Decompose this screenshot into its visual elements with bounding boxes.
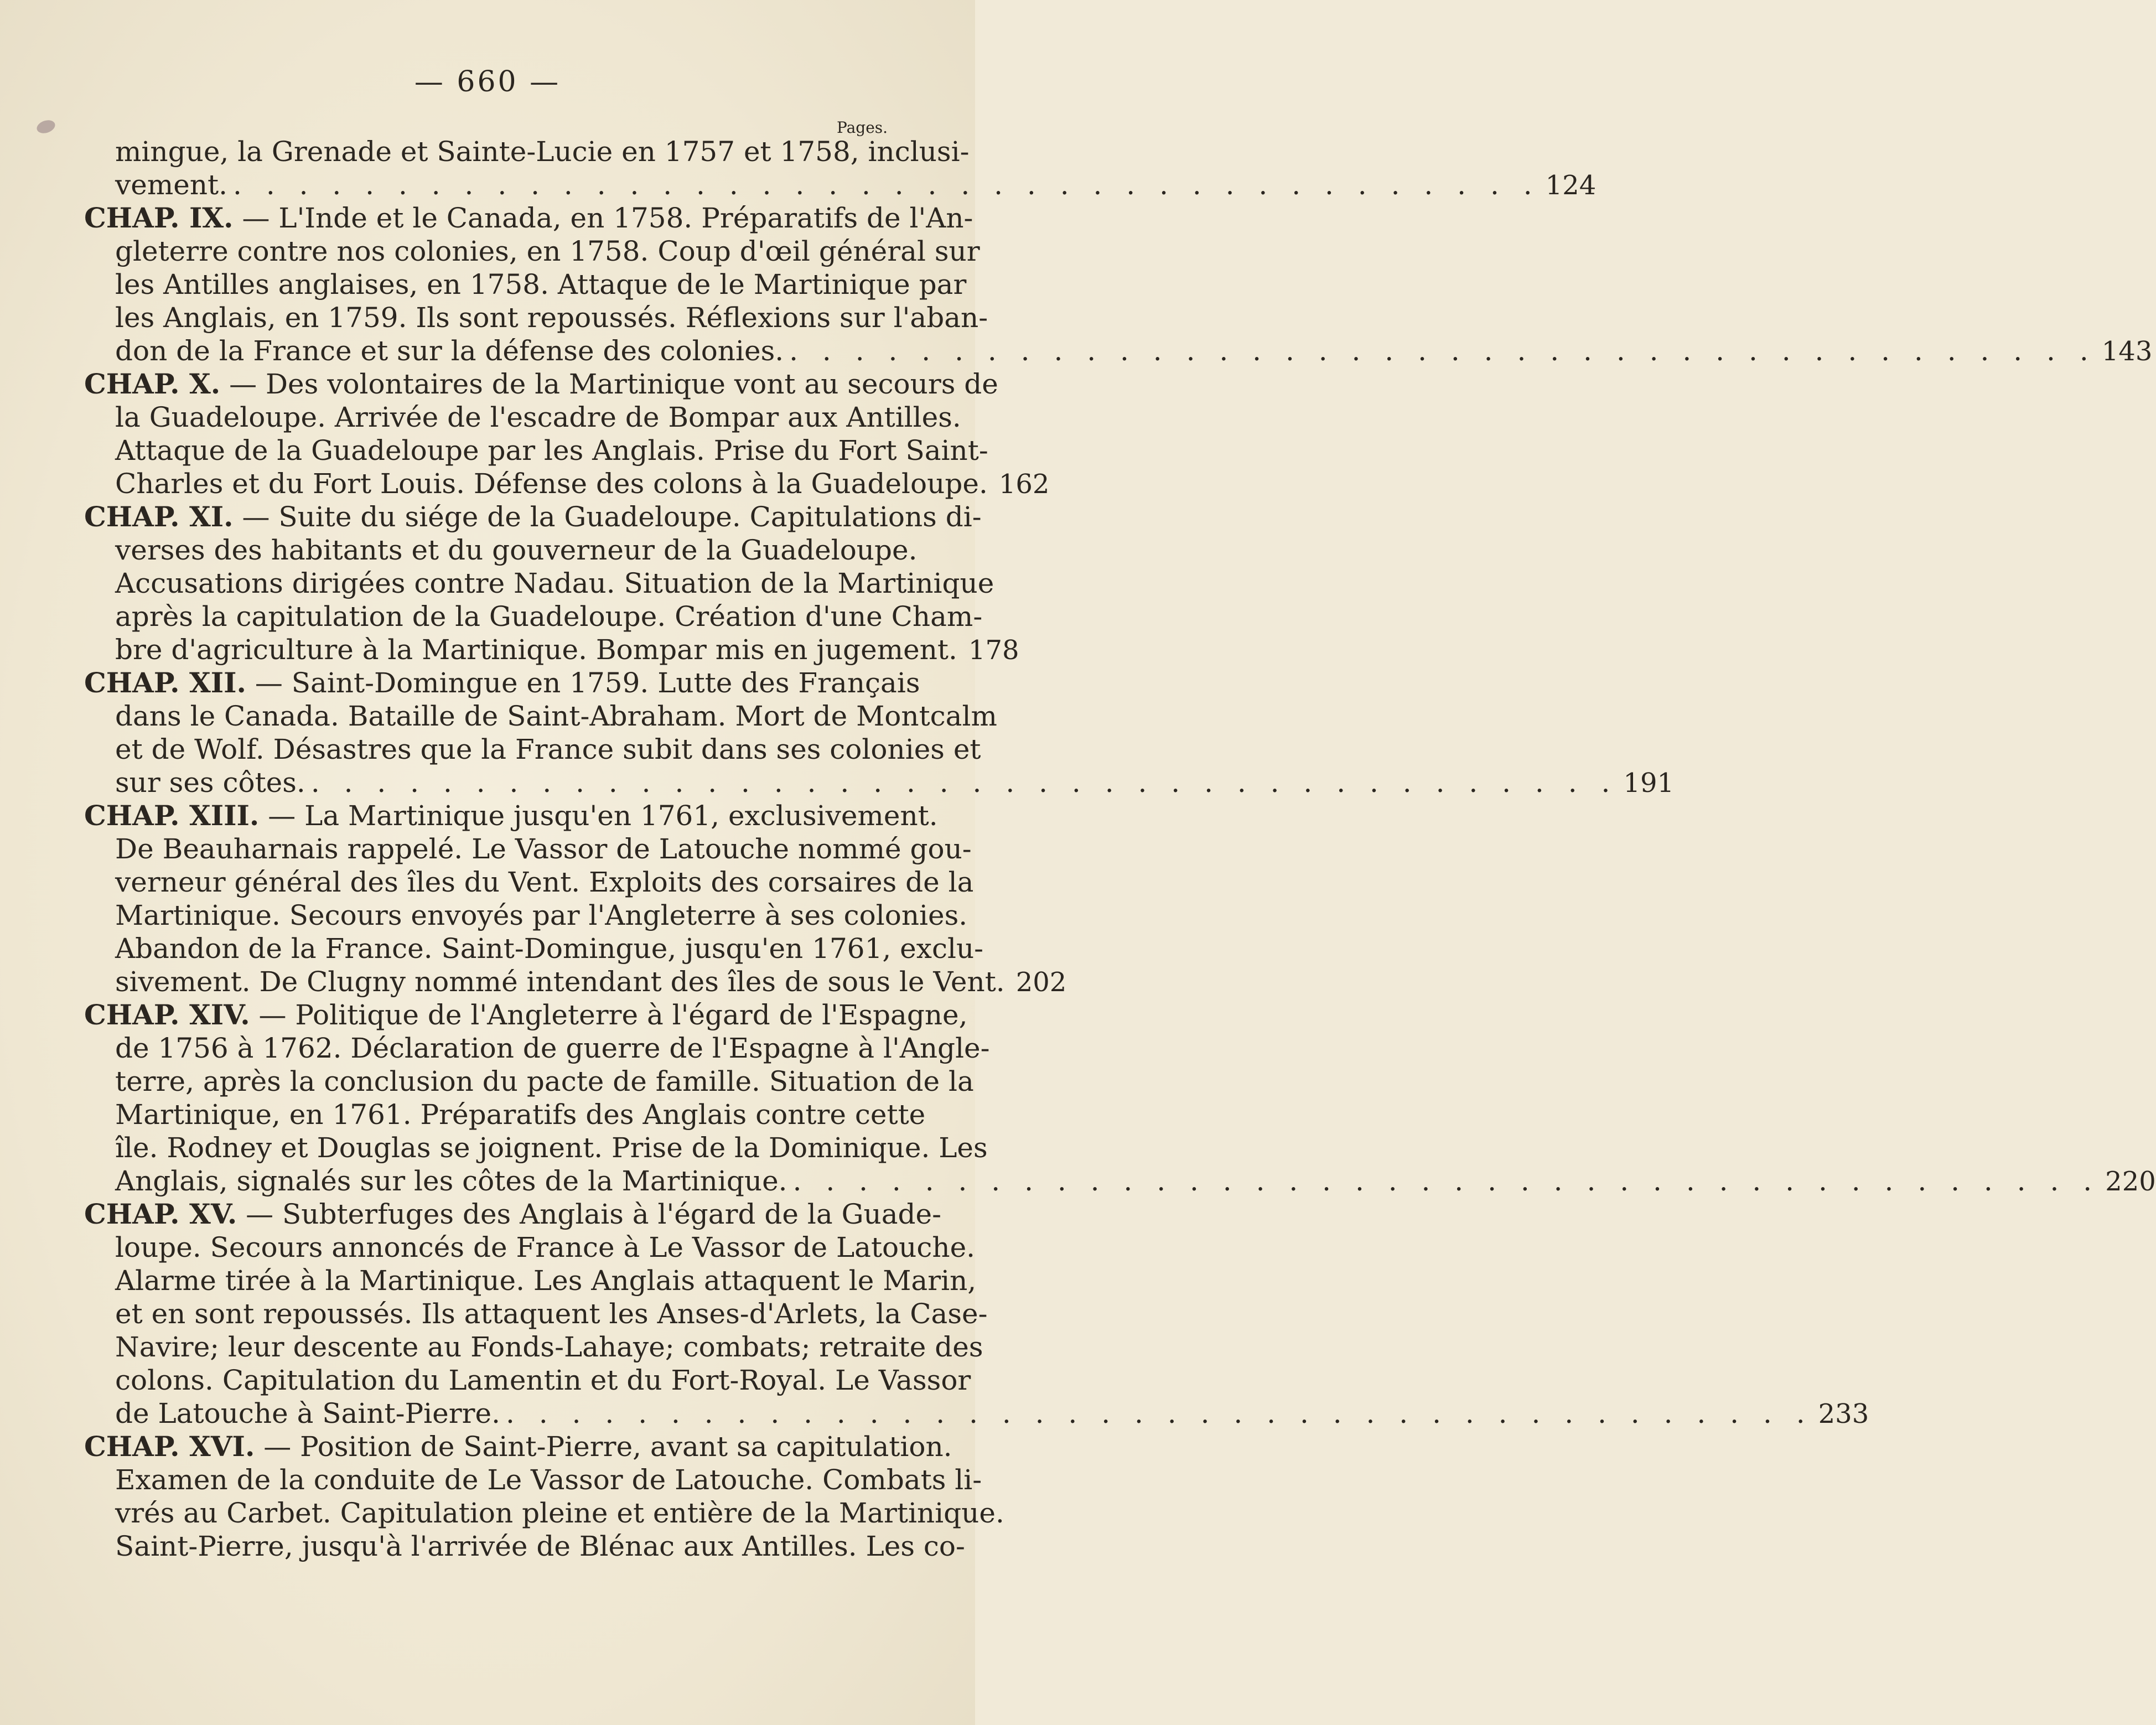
toc-entry-line — [84, 1330, 983, 1364]
toc-entry-last-line — [84, 965, 1067, 998]
toc-entry-line — [84, 434, 988, 467]
toc-entry-line — [84, 932, 984, 965]
toc-entry-last-line — [84, 1164, 2156, 1198]
dot-leader: . . . . . . . . . . . . . . . . . . . . . . . . . . . . . . . . . . . . . . . . — [792, 1165, 2100, 1197]
toc-entry-line — [84, 1463, 982, 1496]
toc-entry-line — [84, 135, 970, 168]
toc-page-number: 220 — [2105, 1166, 2156, 1197]
toc-entry-line — [84, 533, 918, 567]
toc-page-number: 191 — [1623, 768, 1675, 799]
ink-blot-mark — [35, 118, 56, 135]
toc-page-number: 233 — [1818, 1398, 1869, 1429]
toc-line-text: colons. Capitulation du Lamentin et du Fort-Royal. Le Vassor — [115, 1364, 971, 1396]
toc-entry-line — [84, 1496, 1004, 1530]
toc-line-text: les Anglais, en 1759. Ils sont repoussés. Réflexions sur l'aban- — [115, 302, 988, 334]
toc-entry — [84, 201, 2153, 367]
toc-line-text: Saint-Pierre, jusqu'à l'arrivée de Blénac aux Antilles. Les co- — [115, 1530, 965, 1562]
toc-entry-line — [84, 1198, 942, 1231]
toc-entry-line — [84, 600, 983, 633]
toc-entry-line — [84, 1231, 976, 1264]
toc-line-text: — Des volontaires de la Martinique vont au secours de — [229, 368, 998, 400]
toc-entry-line — [84, 301, 988, 334]
toc-line-text: don de la France et sur la défense des colonies. — [115, 335, 784, 367]
toc-page-number: 202 — [1015, 967, 1067, 998]
toc-entry-line — [84, 268, 967, 301]
chapter-label: CHAP. XII. — [84, 666, 246, 699]
dot-leader: . . . . . . . . . . . . . . . . . . . . . . . . . . . . . . . . . . . . . . . . — [310, 766, 1618, 799]
toc-entry-line — [84, 866, 974, 899]
toc-line-text: Accusations dirigées contre Nadau. Situation de la Martinique — [115, 567, 994, 599]
toc-entry-line — [84, 700, 997, 733]
toc-line-text: de Latouche à Saint-Pierre. — [115, 1397, 501, 1429]
toc-entry-line — [84, 799, 938, 832]
toc-entry-line — [84, 1430, 952, 1463]
table-of-contents — [84, 135, 2156, 1563]
toc-entry-last-line — [84, 1397, 1869, 1430]
toc-entry-line — [84, 1032, 990, 1065]
toc-entry-line — [84, 832, 972, 866]
toc-page-number: 124 — [1545, 170, 1597, 201]
toc-line-text: — L'Inde et le Canada, en 1758. Préparatifs de l'An- — [242, 202, 973, 234]
chapter-label: CHAP. IX. — [84, 201, 234, 234]
toc-line-text: — Position de Saint-Pierre, avant sa capitulation. — [263, 1431, 952, 1463]
toc-entry-line — [84, 666, 920, 700]
toc-entry-line — [84, 401, 961, 434]
toc-line-text: vement. — [115, 169, 228, 201]
toc-entry-line — [84, 899, 968, 932]
chapter-label: CHAP. XI. — [84, 500, 234, 533]
toc-entry-line — [84, 998, 968, 1032]
toc-entry — [84, 367, 1050, 500]
chapter-label: CHAP. XIV. — [84, 998, 250, 1031]
toc-line-text: — Suite du siége de la Guadeloupe. Capitulations di- — [242, 501, 982, 533]
toc-entry-line — [84, 201, 973, 235]
toc-line-text: De Beauharnais rappelé. Le Vassor de Latouche nommé gou- — [115, 833, 972, 865]
toc-entry-line — [84, 1264, 977, 1297]
toc-entry-line — [84, 1131, 988, 1164]
toc-line-text: et en sont repoussés. Ils attaquent les Anses-d'Arlets, la Case- — [115, 1298, 988, 1330]
page-number-header: — 660 — — [414, 65, 561, 99]
toc-line-text: Attaque de la Guadeloupe par les Anglais. Prise du Fort Saint- — [115, 434, 988, 467]
chapter-label: CHAP. X. — [84, 367, 221, 400]
chapter-label: CHAP. XV. — [84, 1198, 237, 1230]
toc-line-text: terre, après la conclusion du pacte de famille. Situation de la — [115, 1065, 974, 1097]
toc-entry-last-line — [84, 334, 2153, 367]
toc-line-text: et de Wolf. Désastres que la France subit dans ses colonies et — [115, 733, 981, 765]
toc-line-text: gleterre contre nos colonies, en 1758. Coup d'œil général sur — [115, 235, 980, 267]
chapter-label: CHAP. XIII. — [84, 799, 260, 832]
toc-entry — [84, 1430, 1004, 1563]
toc-line-text: loupe. Secours annoncés de France à Le Vassor de Latouche. — [115, 1231, 976, 1263]
toc-entry — [84, 500, 1019, 666]
toc-line-text: les Antilles anglaises, en 1758. Attaque de le Martinique par — [115, 268, 967, 301]
toc-page-number: 178 — [968, 635, 1019, 666]
chapter-label: CHAP. XVI. — [84, 1430, 255, 1463]
toc-entry — [84, 1198, 1869, 1430]
toc-line-text: dans le Canada. Bataille de Saint-Abraham. Mort de Montcalm — [115, 700, 997, 732]
toc-entry-line — [84, 1297, 988, 1330]
dot-leader: . . . . . . . . . . . . . . . . . . . . . . . . . . . . . . . . . . . . . . . . — [789, 335, 2096, 367]
toc-entry-line — [84, 367, 998, 401]
toc-entry-last-line — [84, 467, 1050, 500]
toc-line-text: Charles et du Fort Louis. Défense des colons à la Guadeloupe. — [115, 468, 988, 500]
toc-entry-line — [84, 567, 994, 600]
toc-entry-line — [84, 1364, 971, 1397]
toc-line-text: Martinique, en 1761. Préparatifs des Anglais contre cette — [115, 1099, 926, 1131]
toc-line-text: Alarme tirée à la Martinique. Les Anglais attaquent le Marin, — [115, 1265, 977, 1297]
toc-line-text: bre d'agriculture à la Martinique. Bompar mis en jugement. — [115, 634, 957, 666]
toc-entry — [84, 666, 1675, 799]
toc-line-text: Examen de la conduite de Le Vassor de Latouche. Combats li- — [115, 1464, 982, 1496]
toc-entry-last-line — [84, 633, 1019, 666]
toc-entry-line — [84, 733, 981, 766]
toc-entry — [84, 135, 1597, 201]
toc-entry-line — [84, 1530, 965, 1563]
toc-entry-last-line — [84, 168, 1597, 201]
toc-line-text: verses des habitants et du gouverneur de la Guadeloupe. — [115, 534, 918, 566]
toc-line-text: mingue, la Grenade et Sainte-Lucie en 1757 et 1758, inclusi- — [115, 136, 970, 168]
toc-line-text: sur ses côtes. — [115, 766, 305, 799]
dot-leader: . . . . . . . . . . . . . . . . . . . . . . . . . . . . . . . . . . . . . . . . — [506, 1397, 1813, 1429]
toc-line-text: — Saint-Domingue en 1759. Lutte des Français — [255, 667, 920, 699]
toc-line-text: Navire; leur descente au Fonds-Lahaye; combats; retraite des — [115, 1331, 983, 1363]
toc-page-number: 162 — [998, 469, 1050, 500]
toc-line-text: — La Martinique jusqu'en 1761, exclusivement. — [268, 800, 938, 832]
toc-line-text: île. Rodney et Douglas se joignent. Prise de la Dominique. Les — [115, 1132, 988, 1164]
dot-leader: . . . . . . . . . . . . . . . . . . . . . . . . . . . . . . . . . . . . . . . . — [233, 169, 1540, 201]
toc-entry-last-line — [84, 766, 1675, 799]
toc-line-text: Abandon de la France. Saint-Domingue, jusqu'en 1761, exclu- — [115, 933, 984, 965]
toc-line-text: — Politique de l'Angleterre à l'égard de l'Espagne, — [258, 999, 968, 1031]
toc-entry — [84, 799, 1067, 998]
toc-line-text: la Guadeloupe. Arrivée de l'escadre de Bompar aux Antilles. — [115, 401, 961, 433]
pages-column-label: Pages. — [837, 118, 888, 137]
toc-entry-line — [84, 1098, 926, 1131]
toc-line-text: Anglais, signalés sur les côtes de la Martinique. — [115, 1165, 787, 1197]
toc-line-text: de 1756 à 1762. Déclaration de guerre de l'Espagne à l'Angle- — [115, 1032, 990, 1064]
toc-entry — [84, 998, 2156, 1198]
toc-entry-line — [84, 500, 982, 533]
toc-line-text: verneur général des îles du Vent. Exploits des corsaires de la — [115, 866, 974, 898]
toc-page-number: 143 — [2101, 336, 2153, 367]
toc-line-text: — Subterfuges des Anglais à l'égard de la Guade- — [246, 1198, 942, 1230]
toc-line-text: sivement. De Clugny nommé intendant des îles de sous le Vent. — [115, 966, 1005, 998]
toc-line-text: Martinique. Secours envoyés par l'Angleterre à ses colonies. — [115, 899, 968, 931]
toc-line-text: vrés au Carbet. Capitulation pleine et entière de la Martinique. — [115, 1497, 1004, 1529]
toc-line-text: après la capitulation de la Guadeloupe. Création d'une Cham- — [115, 600, 983, 633]
toc-entry-line — [84, 1065, 974, 1098]
toc-entry-line — [84, 235, 980, 268]
